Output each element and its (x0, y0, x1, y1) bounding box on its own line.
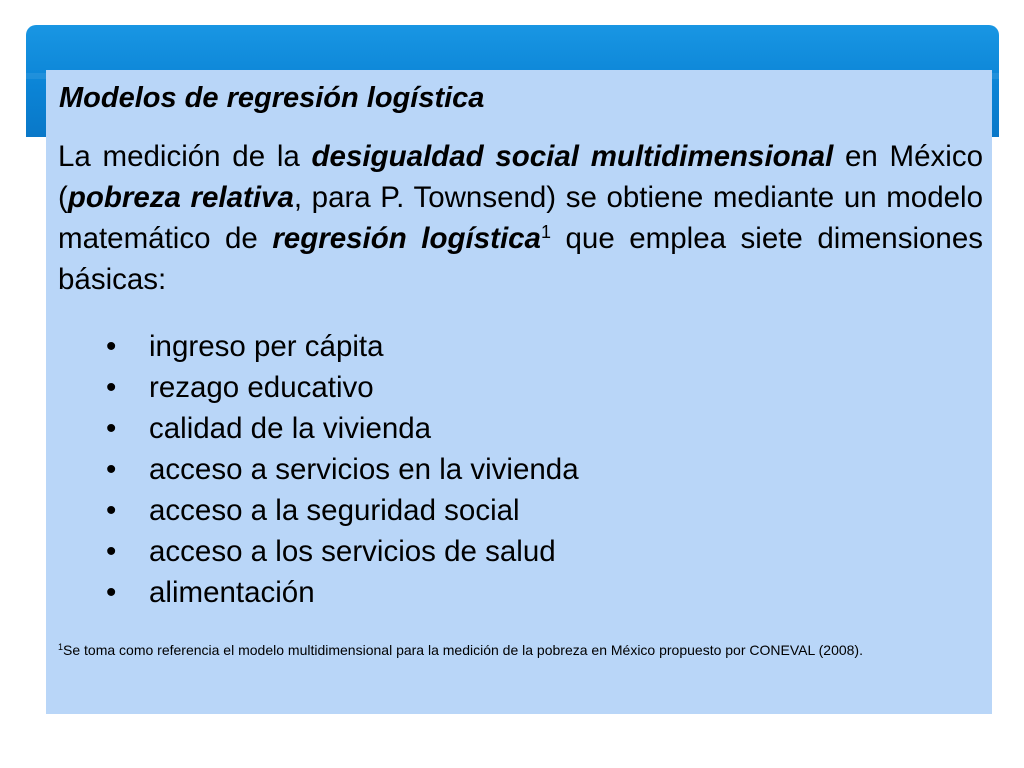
dimension-label: alimentación (149, 576, 315, 609)
bullet-icon: • (106, 412, 117, 445)
paragraph-text: , para P. Townsend) se obtiene mediante un modelo matemático de (58, 181, 983, 255)
dimension-label: acceso a servicios en la vivienda (149, 453, 579, 486)
dimension-label: acceso a los servicios de salud (149, 535, 556, 568)
bullet-icon: • (106, 330, 117, 363)
paragraph-text: La medición de la (58, 140, 312, 173)
intro-paragraph (58, 136, 983, 300)
footnote-reference: 1 (540, 222, 551, 242)
footnote-marker: 1 (58, 642, 64, 652)
dimension-label: calidad de la vivienda (149, 412, 432, 445)
dimension-label: rezago educativo (149, 371, 374, 404)
dimension-label: acceso a la seguridad social (149, 494, 520, 527)
footnote-text: Se toma como referencia el modelo multidimensional para la medición de la pobreza en México propuesto por CONEVAL (2008). (63, 642, 863, 658)
dimension-label: ingreso per cápita (149, 330, 384, 363)
footnote (58, 640, 986, 660)
bullet-icon: • (106, 535, 117, 568)
bullet-icon: • (106, 494, 117, 527)
emphasis-desigualdad: desigualdad social multidimensional (311, 140, 834, 173)
bullet-icon: • (106, 371, 117, 404)
bullet-icon: • (106, 576, 117, 609)
bullet-icon: • (106, 453, 117, 486)
paragraph-text: en México ( (58, 140, 983, 214)
emphasis-pobreza-relativa: pobreza relativa (67, 181, 294, 214)
slide-title: Modelos de regresión logística (59, 82, 485, 114)
emphasis-regresion-logistica: regresión logística (272, 222, 541, 255)
paragraph-text: que emplea siete dimensiones básicas: (58, 222, 983, 296)
